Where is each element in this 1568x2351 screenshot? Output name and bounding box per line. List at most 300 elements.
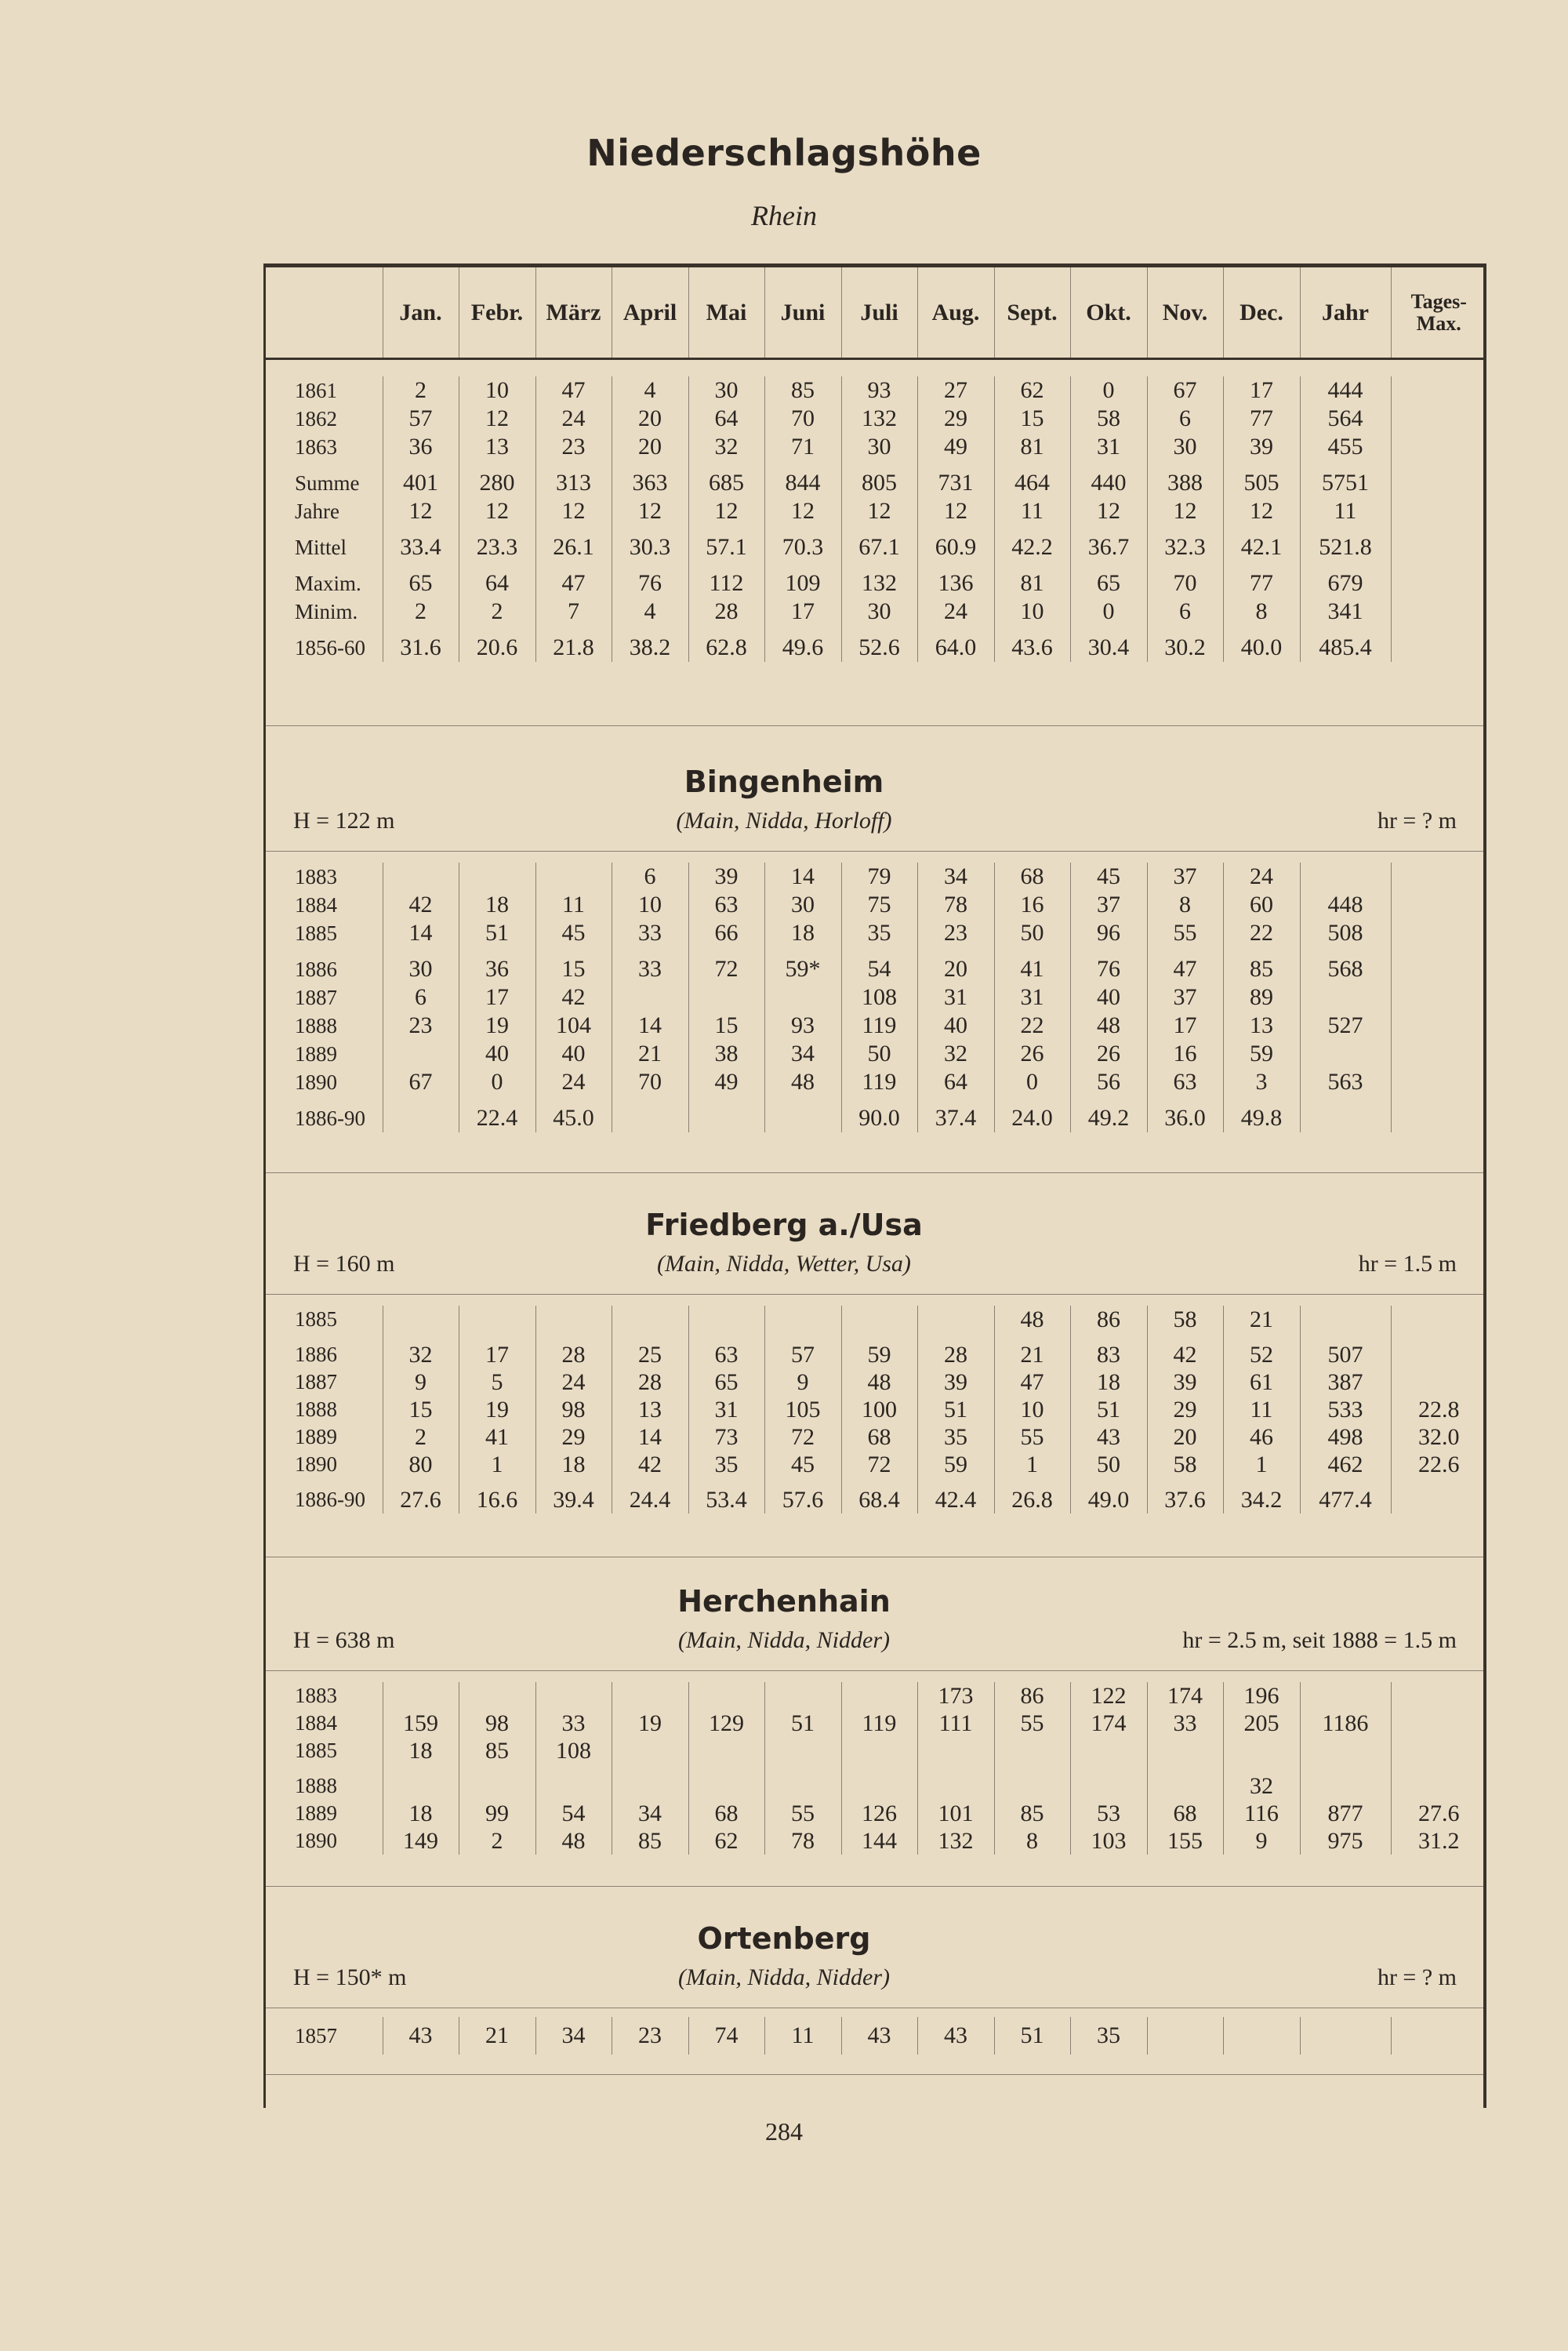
- value-cell: [688, 1737, 764, 1764]
- value-cell: 68: [688, 1800, 764, 1827]
- value-cell: 70: [612, 1068, 688, 1096]
- value-cell: 48: [841, 1368, 917, 1396]
- value-cell: [1391, 1012, 1486, 1040]
- table-row: [263, 1710, 1486, 1737]
- value-cell: 50: [994, 919, 1070, 947]
- value-cell: [612, 1682, 688, 1710]
- value-cell: 11: [1300, 497, 1391, 525]
- value-cell: 0: [459, 1068, 535, 1096]
- value-cell: 280: [459, 469, 535, 497]
- value-cell: 57.1: [688, 533, 764, 561]
- row-label: 1890: [295, 1452, 337, 1476]
- value-cell: 90.0: [841, 1104, 917, 1132]
- value-cell: [535, 1682, 612, 1710]
- value-cell: 26: [1070, 1040, 1147, 1068]
- value-cell: [459, 1306, 535, 1333]
- value-cell: [841, 1306, 917, 1333]
- value-cell: 43: [841, 2017, 917, 2055]
- divider: [266, 2074, 1483, 2075]
- value-cell: 48: [1070, 1012, 1147, 1040]
- table-row: [263, 955, 1486, 983]
- value-cell: 119: [841, 1068, 917, 1096]
- value-cell: 31.2: [1391, 1827, 1486, 1855]
- value-cell: 22: [994, 1012, 1070, 1040]
- value-cell: [1391, 497, 1486, 525]
- value-cell: 57: [383, 405, 459, 433]
- value-cell: 3: [1223, 1068, 1300, 1096]
- value-cell: 42: [1147, 1341, 1223, 1368]
- value-cell: 85: [994, 1800, 1070, 1827]
- value-cell: 18: [535, 1451, 612, 1478]
- value-cell: 61: [1223, 1368, 1300, 1396]
- value-cell: 85: [459, 1737, 535, 1764]
- value-cell: 444: [1300, 376, 1391, 405]
- station-table: [263, 2017, 1486, 2055]
- table-row: [263, 1737, 1486, 1764]
- value-cell: 37.4: [917, 1104, 994, 1132]
- value-cell: 29: [917, 405, 994, 433]
- value-cell: 21: [1223, 1306, 1300, 1333]
- value-cell: 35: [688, 1451, 764, 1478]
- value-cell: 24: [535, 405, 612, 433]
- value-cell: 28: [688, 598, 764, 626]
- value-cell: 42: [612, 1451, 688, 1478]
- value-cell: 4: [612, 376, 688, 405]
- value-cell: 32: [383, 1341, 459, 1368]
- row-label: 1889: [295, 1041, 337, 1066]
- value-cell: [1391, 1486, 1486, 1513]
- value-cell: 31: [1070, 433, 1147, 461]
- value-cell: 0: [1070, 598, 1147, 626]
- row-label: 1883: [295, 864, 337, 888]
- value-cell: 40: [917, 1012, 994, 1040]
- value-cell: 24.4: [612, 1486, 688, 1513]
- station-height: H = 160 m: [293, 1251, 395, 1277]
- value-cell: 122: [1070, 1682, 1147, 1710]
- table-row: [263, 1306, 1486, 1333]
- value-cell: 6: [1147, 405, 1223, 433]
- table-row: [263, 376, 1486, 405]
- value-cell: [1391, 1104, 1486, 1132]
- value-cell: 48: [535, 1827, 612, 1855]
- row-label: 1885: [295, 921, 337, 945]
- value-cell: 205: [1223, 1710, 1300, 1737]
- value-cell: [535, 1306, 612, 1333]
- header-cell: Juli: [841, 267, 917, 359]
- value-cell: 2: [459, 1827, 535, 1855]
- value-cell: 136: [917, 569, 994, 598]
- value-cell: 34.2: [1223, 1486, 1300, 1513]
- value-cell: 13: [1223, 1012, 1300, 1040]
- row-label: 1890: [295, 1070, 337, 1094]
- value-cell: 11: [764, 2017, 841, 2055]
- value-cell: [1391, 2017, 1486, 2055]
- value-cell: 12: [688, 497, 764, 525]
- value-cell: 0: [1070, 376, 1147, 405]
- value-cell: 77: [1223, 569, 1300, 598]
- table-row: [263, 598, 1486, 626]
- value-cell: 30: [841, 598, 917, 626]
- header-cell: Sept.: [994, 267, 1070, 359]
- table-row: [263, 1827, 1486, 1855]
- value-cell: 10: [612, 891, 688, 919]
- value-cell: 679: [1300, 569, 1391, 598]
- value-cell: 455: [1300, 433, 1391, 461]
- page-title: Niederschlagshöhe: [586, 132, 982, 174]
- value-cell: 16: [1147, 1040, 1223, 1068]
- value-cell: 52.6: [841, 634, 917, 662]
- station-table: [263, 1306, 1486, 1513]
- value-cell: [1300, 1737, 1391, 1764]
- header-cell: Nov.: [1147, 267, 1223, 359]
- value-cell: 11: [535, 891, 612, 919]
- value-cell: 22.4: [459, 1104, 535, 1132]
- table-row: [263, 891, 1486, 919]
- value-cell: [917, 1737, 994, 1764]
- value-cell: 126: [841, 1800, 917, 1827]
- value-cell: 57.6: [764, 1486, 841, 1513]
- table-row: [263, 1368, 1486, 1396]
- value-cell: 40.0: [1223, 634, 1300, 662]
- value-cell: 16: [994, 891, 1070, 919]
- value-cell: [1391, 1306, 1486, 1333]
- value-cell: [917, 1306, 994, 1333]
- value-cell: 18: [383, 1737, 459, 1764]
- value-cell: 42: [535, 983, 612, 1012]
- value-cell: 0: [994, 1068, 1070, 1096]
- value-cell: 57: [764, 1341, 841, 1368]
- value-cell: [688, 983, 764, 1012]
- value-cell: 105: [764, 1396, 841, 1423]
- value-cell: 41: [994, 955, 1070, 983]
- value-cell: 81: [994, 569, 1070, 598]
- value-cell: [1391, 1040, 1486, 1068]
- value-cell: 12: [459, 497, 535, 525]
- value-cell: 17: [764, 598, 841, 626]
- value-cell: 20: [1147, 1423, 1223, 1451]
- value-cell: 42.4: [917, 1486, 994, 1513]
- row-label: 1888: [295, 1013, 337, 1037]
- value-cell: 62.8: [688, 634, 764, 662]
- value-cell: 20.6: [459, 634, 535, 662]
- value-cell: 24: [535, 1068, 612, 1096]
- value-cell: [383, 1682, 459, 1710]
- row-label: 1886-90: [295, 1488, 365, 1511]
- value-cell: 64.0: [917, 634, 994, 662]
- value-cell: 36: [383, 433, 459, 461]
- value-cell: [764, 1682, 841, 1710]
- value-cell: 49.6: [764, 634, 841, 662]
- value-cell: 60.9: [917, 533, 994, 561]
- row-label: 1889: [295, 1801, 337, 1825]
- value-cell: [1391, 469, 1486, 497]
- value-cell: 6: [1147, 598, 1223, 626]
- value-cell: 10: [459, 376, 535, 405]
- header-cell: März: [535, 267, 612, 359]
- value-cell: 129: [688, 1710, 764, 1737]
- value-cell: 42.1: [1223, 533, 1300, 561]
- value-cell: [383, 863, 459, 891]
- value-cell: 20: [612, 433, 688, 461]
- value-cell: [1391, 1737, 1486, 1764]
- value-cell: [688, 1306, 764, 1333]
- value-cell: 39: [1223, 433, 1300, 461]
- value-cell: 43: [383, 2017, 459, 2055]
- row-label: Maxim.: [295, 571, 361, 595]
- value-cell: 49.2: [1070, 1104, 1147, 1132]
- value-cell: [1391, 1682, 1486, 1710]
- value-cell: 26.1: [535, 533, 612, 561]
- value-cell: 18: [459, 891, 535, 919]
- value-cell: 67.1: [841, 533, 917, 561]
- value-cell: 12: [459, 405, 535, 433]
- value-cell: 5: [459, 1368, 535, 1396]
- value-cell: 22.8: [1391, 1396, 1486, 1423]
- value-cell: 58: [1147, 1451, 1223, 1478]
- value-cell: 80: [383, 1451, 459, 1478]
- value-cell: 45: [764, 1451, 841, 1478]
- value-cell: 68: [994, 863, 1070, 891]
- value-cell: 29: [535, 1423, 612, 1451]
- value-cell: 2: [459, 598, 535, 626]
- value-cell: 12: [612, 497, 688, 525]
- row-label: 1885: [295, 1307, 337, 1331]
- value-cell: 1186: [1300, 1710, 1391, 1737]
- value-cell: 505: [1223, 469, 1300, 497]
- station-name: Herchenhain: [677, 1584, 891, 1619]
- value-cell: [1300, 1104, 1391, 1132]
- value-cell: 31: [994, 983, 1070, 1012]
- value-cell: [1391, 376, 1486, 405]
- row-label: 1890: [295, 1829, 337, 1852]
- value-cell: 49: [688, 1068, 764, 1096]
- value-cell: [764, 983, 841, 1012]
- value-cell: [1147, 2017, 1223, 2055]
- value-cell: 387: [1300, 1368, 1391, 1396]
- row-label: 1885: [295, 1739, 337, 1762]
- value-cell: 119: [841, 1012, 917, 1040]
- header-cell: Dec.: [1223, 267, 1300, 359]
- value-cell: 4: [612, 598, 688, 626]
- value-cell: 9: [1223, 1827, 1300, 1855]
- value-cell: 34: [612, 1800, 688, 1827]
- value-cell: [1391, 1772, 1486, 1800]
- value-cell: 25: [612, 1341, 688, 1368]
- value-cell: 51: [994, 2017, 1070, 2055]
- value-cell: 48: [994, 1306, 1070, 1333]
- value-cell: 19: [612, 1710, 688, 1737]
- value-cell: 27.6: [383, 1486, 459, 1513]
- rhein-table: [263, 376, 1486, 662]
- value-cell: 39: [1147, 1368, 1223, 1396]
- value-cell: [612, 1306, 688, 1333]
- value-cell: 111: [917, 1710, 994, 1737]
- value-cell: 533: [1300, 1396, 1391, 1423]
- value-cell: 42: [383, 891, 459, 919]
- value-cell: 76: [612, 569, 688, 598]
- value-cell: 440: [1070, 469, 1147, 497]
- value-cell: [1391, 891, 1486, 919]
- value-cell: 65: [383, 569, 459, 598]
- value-cell: 49: [917, 433, 994, 461]
- value-cell: 32.3: [1147, 533, 1223, 561]
- value-cell: 37: [1070, 891, 1147, 919]
- value-cell: 563: [1300, 1068, 1391, 1096]
- value-cell: 28: [612, 1368, 688, 1396]
- row-label: Summe: [295, 471, 360, 495]
- value-cell: [1223, 2017, 1300, 2055]
- value-cell: 12: [1223, 497, 1300, 525]
- value-cell: 21: [459, 2017, 535, 2055]
- station-table: [263, 863, 1486, 1132]
- value-cell: 388: [1147, 469, 1223, 497]
- value-cell: 22.6: [1391, 1451, 1486, 1478]
- value-cell: 149: [383, 1827, 459, 1855]
- value-cell: 86: [1070, 1306, 1147, 1333]
- value-cell: 37: [1147, 863, 1223, 891]
- value-cell: 59: [1223, 1040, 1300, 1068]
- value-cell: 59: [841, 1341, 917, 1368]
- value-cell: 23: [535, 433, 612, 461]
- value-cell: [1391, 1710, 1486, 1737]
- value-cell: 19: [459, 1396, 535, 1423]
- value-cell: 56: [1070, 1068, 1147, 1096]
- value-cell: [764, 1772, 841, 1800]
- value-cell: 67: [383, 1068, 459, 1096]
- value-cell: 17: [1223, 376, 1300, 405]
- value-cell: 100: [841, 1396, 917, 1423]
- value-cell: 72: [688, 955, 764, 983]
- header-cell: [263, 267, 383, 359]
- value-cell: 11: [1223, 1396, 1300, 1423]
- value-cell: 37.6: [1147, 1486, 1223, 1513]
- value-cell: 2: [383, 1423, 459, 1451]
- value-cell: 116: [1223, 1800, 1300, 1827]
- value-cell: 101: [917, 1800, 994, 1827]
- value-cell: 35: [917, 1423, 994, 1451]
- value-cell: 42.2: [994, 533, 1070, 561]
- value-cell: 13: [612, 1396, 688, 1423]
- value-cell: 43: [1070, 1423, 1147, 1451]
- row-label: Minim.: [295, 599, 358, 623]
- row-label: Jahre: [295, 499, 339, 523]
- table-row: [263, 1068, 1486, 1096]
- value-cell: 33.4: [383, 533, 459, 561]
- value-cell: 34: [764, 1040, 841, 1068]
- value-cell: 67: [1147, 376, 1223, 405]
- table-row: [263, 1104, 1486, 1132]
- value-cell: [612, 1104, 688, 1132]
- value-cell: 55: [764, 1800, 841, 1827]
- value-cell: [1147, 1772, 1223, 1800]
- value-cell: 731: [917, 469, 994, 497]
- value-cell: 30: [1147, 433, 1223, 461]
- value-cell: [688, 1772, 764, 1800]
- value-cell: 64: [917, 1068, 994, 1096]
- table-row: [263, 569, 1486, 598]
- table-row: [263, 1682, 1486, 1710]
- value-cell: 448: [1300, 891, 1391, 919]
- value-cell: 159: [383, 1710, 459, 1737]
- value-cell: 65: [1070, 569, 1147, 598]
- value-cell: [612, 1772, 688, 1800]
- value-cell: [1300, 1682, 1391, 1710]
- table-row: [263, 433, 1486, 461]
- value-cell: 15: [535, 955, 612, 983]
- value-cell: 27: [917, 376, 994, 405]
- value-cell: 32: [688, 433, 764, 461]
- value-cell: [1391, 955, 1486, 983]
- value-cell: 21.8: [535, 634, 612, 662]
- value-cell: 40: [459, 1040, 535, 1068]
- value-cell: [1300, 2017, 1391, 2055]
- value-cell: 174: [1147, 1682, 1223, 1710]
- row-label: 1888: [295, 1774, 337, 1797]
- table-row: [263, 1800, 1486, 1827]
- value-cell: 36.0: [1147, 1104, 1223, 1132]
- value-cell: 108: [841, 983, 917, 1012]
- table-row: [263, 405, 1486, 433]
- value-cell: [1070, 1737, 1147, 1764]
- value-cell: 50: [841, 1040, 917, 1068]
- value-cell: 23: [383, 1012, 459, 1040]
- value-cell: 30.2: [1147, 634, 1223, 662]
- value-cell: 71: [764, 433, 841, 461]
- value-cell: 23: [612, 2017, 688, 2055]
- value-cell: 36: [459, 955, 535, 983]
- value-cell: 52: [1223, 1341, 1300, 1368]
- value-cell: 144: [841, 1827, 917, 1855]
- station-height: H = 150* m: [293, 1964, 407, 1990]
- value-cell: 12: [917, 497, 994, 525]
- value-cell: 70: [1147, 569, 1223, 598]
- value-cell: 14: [612, 1423, 688, 1451]
- value-cell: 975: [1300, 1827, 1391, 1855]
- station-height: H = 638 m: [293, 1627, 395, 1653]
- column-header: [263, 267, 1486, 360]
- value-cell: 33: [612, 955, 688, 983]
- value-cell: 40: [1070, 983, 1147, 1012]
- header-cell: Aug.: [917, 267, 994, 359]
- value-cell: 26.8: [994, 1486, 1070, 1513]
- value-cell: 47: [535, 376, 612, 405]
- value-cell: 877: [1300, 1800, 1391, 1827]
- value-cell: 39: [917, 1368, 994, 1396]
- value-cell: 17: [459, 1341, 535, 1368]
- value-cell: 30.4: [1070, 634, 1147, 662]
- row-label: 1886-90: [295, 1106, 365, 1130]
- value-cell: 132: [841, 405, 917, 433]
- value-cell: 17: [459, 983, 535, 1012]
- value-cell: 109: [764, 569, 841, 598]
- value-cell: 2: [383, 598, 459, 626]
- value-cell: 22: [1223, 919, 1300, 947]
- value-cell: 81: [994, 433, 1070, 461]
- value-cell: 11: [994, 497, 1070, 525]
- value-cell: [1391, 1341, 1486, 1368]
- value-cell: [1147, 1737, 1223, 1764]
- value-cell: 196: [1223, 1682, 1300, 1710]
- value-cell: 45: [1070, 863, 1147, 891]
- value-cell: 30: [383, 955, 459, 983]
- value-cell: 24: [535, 1368, 612, 1396]
- divider: [266, 1294, 1483, 1295]
- value-cell: 363: [612, 469, 688, 497]
- value-cell: 68: [1147, 1800, 1223, 1827]
- value-cell: 48: [764, 1068, 841, 1096]
- value-cell: [1300, 1040, 1391, 1068]
- table-row: [263, 1341, 1486, 1368]
